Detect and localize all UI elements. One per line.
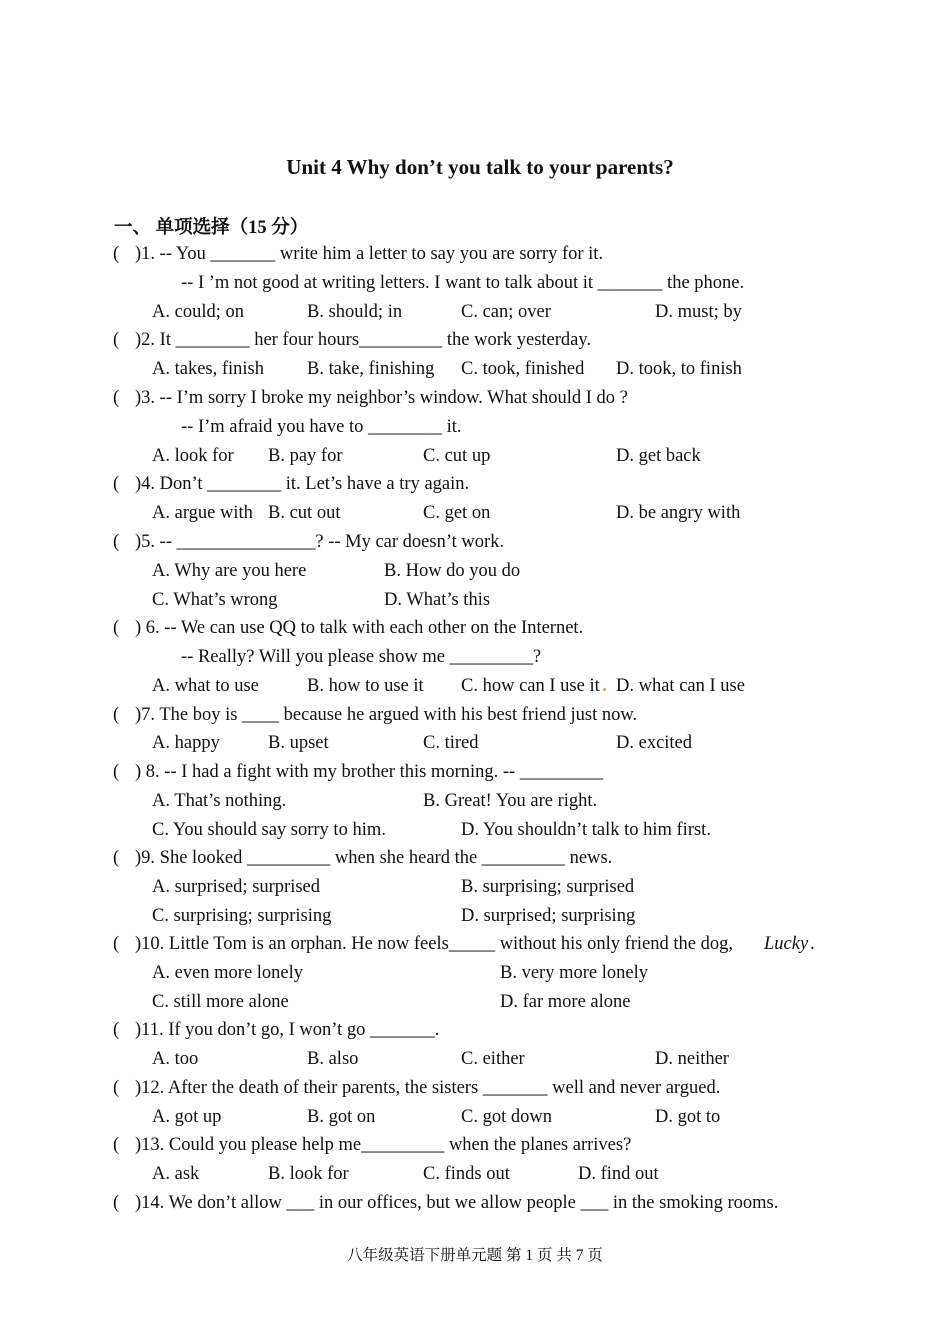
- line-text: C. tired: [423, 733, 479, 753]
- line-text: B. take, finishing: [307, 359, 435, 379]
- question-line: [0, 672, 950, 701]
- answer-bracket: (: [113, 388, 120, 408]
- line-text: .: [810, 934, 815, 954]
- line-text: B. got on: [307, 1107, 376, 1127]
- line-text: A. what to use: [152, 676, 259, 696]
- answer-bracket: (: [113, 934, 120, 954]
- document-title: Unit 4 Why don’t you talk to your parents?: [286, 155, 674, 179]
- line-text: D. far more alone: [500, 992, 631, 1012]
- answer-bracket: (: [113, 1078, 120, 1098]
- line-text: B. very more lonely: [500, 963, 648, 983]
- question-line: [0, 1045, 950, 1074]
- line-text: D. surprised; surprising: [461, 906, 636, 926]
- line-text: -- Really? Will you please show me _________?: [181, 647, 542, 667]
- question-line: [0, 930, 950, 959]
- question-line: [0, 1160, 950, 1189]
- line-text: A. takes, finish: [152, 359, 265, 379]
- question-line: [0, 557, 950, 586]
- line-text: B. also: [307, 1049, 359, 1069]
- line-text: )12. After the death of their parents, the sisters _______ well and never argued.: [135, 1078, 721, 1098]
- answer-bracket: (: [113, 705, 120, 725]
- question-line: [0, 643, 950, 672]
- question-line: [0, 701, 950, 730]
- line-text: C. get on: [423, 503, 491, 523]
- line-text: )7. The boy is ____ because he argued with his best friend just now.: [135, 705, 638, 725]
- line-text: D. find out: [578, 1164, 659, 1184]
- line-text: D. excited: [616, 733, 693, 753]
- line-text: D. neither: [655, 1049, 729, 1069]
- question-line: [0, 1189, 950, 1218]
- question-line: [0, 442, 950, 471]
- question-line: [0, 844, 950, 873]
- line-text: )10. Little Tom is an orphan. He now feels_____ without his only friend the dog,: [135, 934, 733, 954]
- answer-bracket: (: [113, 1135, 120, 1155]
- line-text: A. That’s nothing.: [152, 791, 287, 811]
- answer-bracket: (: [113, 1193, 120, 1213]
- question-line: [0, 269, 950, 298]
- stray-mark: [603, 688, 606, 691]
- line-text: -- I’m afraid you have to ________ it.: [181, 417, 462, 437]
- line-text: D. You shouldn’t talk to him first.: [461, 820, 711, 840]
- line-text: A. ask: [152, 1164, 200, 1184]
- question-line: [0, 586, 950, 615]
- answer-bracket: (: [113, 848, 120, 868]
- question-line: [0, 787, 950, 816]
- line-text: )2. It ________ her four hours_________ the work yesterday.: [135, 330, 592, 350]
- line-text: B. look for: [268, 1164, 349, 1184]
- line-text: C. how can I use it: [461, 676, 600, 696]
- line-text: A. happy: [152, 733, 220, 753]
- line-text: D. got to: [655, 1107, 721, 1127]
- answer-bracket: (: [113, 532, 120, 552]
- question-line: [0, 240, 950, 269]
- answer-bracket: (: [113, 1020, 120, 1040]
- line-text: C. finds out: [423, 1164, 510, 1184]
- question-line: [0, 413, 950, 442]
- line-text: A. too: [152, 1049, 199, 1069]
- line-text: B. upset: [268, 733, 329, 753]
- line-text: C. cut up: [423, 446, 491, 466]
- line-text: C. took, finished: [461, 359, 585, 379]
- line-text: B. should; in: [307, 302, 403, 322]
- question-line: [0, 355, 950, 384]
- line-text: B. how to use it: [307, 676, 424, 696]
- page-footer: 八年级英语下册单元题 第 1 页 共 7 页: [347, 1247, 603, 1264]
- line-text: )5. -- _______________? -- My car doesn’t work.: [135, 532, 505, 552]
- question-line: [0, 499, 950, 528]
- question-line: [0, 384, 950, 413]
- line-text: C. What’s wrong: [152, 590, 278, 610]
- line-text: A. even more lonely: [152, 963, 304, 983]
- line-text: C. either: [461, 1049, 525, 1069]
- question-line: [0, 528, 950, 557]
- question-line: [0, 988, 950, 1017]
- answer-bracket: (: [113, 474, 120, 494]
- line-text: B. surprising; surprised: [461, 877, 635, 897]
- line-text: )13. Could you please help me_________ when the planes arrives?: [135, 1135, 632, 1155]
- line-text: B. Great! You are right.: [423, 791, 598, 811]
- line-text: C. got down: [461, 1107, 552, 1127]
- question-line: [0, 902, 950, 931]
- line-text: )1. -- You _______ write him a letter to say you are sorry for it.: [135, 244, 604, 264]
- line-text: -- I ’m not good at writing letters. I want to talk about it _______ the phone.: [181, 273, 745, 293]
- line-text: B. pay for: [268, 446, 343, 466]
- line-text: A. Why are you here: [152, 561, 307, 581]
- line-text: A. got up: [152, 1107, 222, 1127]
- line-text: C. You should say sorry to him.: [152, 820, 386, 840]
- line-text: A. argue with: [152, 503, 253, 523]
- line-text: D. must; by: [655, 302, 742, 322]
- line-text: )9. She looked _________ when she heard the _________ news.: [135, 848, 613, 868]
- line-text: )14. We don’t allow ___ in our offices, but we allow people ___ in the smoking rooms.: [135, 1193, 779, 1213]
- section-heading: 一、 单项选择（15 分）: [114, 218, 309, 238]
- question-line: [0, 1131, 950, 1160]
- answer-bracket: (: [113, 244, 120, 264]
- line-text: C. can; over: [461, 302, 551, 322]
- line-text: B. How do you do: [384, 561, 521, 581]
- line-text: ) 8. -- I had a fight with my brother this morning. -- _________: [135, 762, 604, 782]
- line-text: )3. -- I’m sorry I broke my neighbor’s window. What should I do ?: [135, 388, 628, 408]
- question-line: [0, 298, 950, 327]
- line-text: ) 6. -- We can use QQ to talk with each other on the Internet.: [135, 618, 584, 638]
- line-text: A. surprised; surprised: [152, 877, 321, 897]
- line-text: C. surprising; surprising: [152, 906, 332, 926]
- line-text: D. be angry with: [616, 503, 741, 523]
- line-text: D. get back: [616, 446, 701, 466]
- answer-bracket: (: [113, 618, 120, 638]
- question-line: [0, 1103, 950, 1132]
- line-text: A. could; on: [152, 302, 244, 322]
- question-line: [0, 1016, 950, 1045]
- question-line: [0, 873, 950, 902]
- line-text: B. cut out: [268, 503, 341, 523]
- answer-bracket: (: [113, 762, 120, 782]
- question-line: [0, 470, 950, 499]
- line-text: C. still more alone: [152, 992, 289, 1012]
- line-text: D. what can I use: [616, 676, 745, 696]
- question-line: [0, 758, 950, 787]
- line-text: )4. Don’t ________ it. Let’s have a try again.: [135, 474, 470, 494]
- question-line: [0, 1074, 950, 1103]
- line-text: Lucky: [764, 934, 809, 954]
- line-text: D. What’s this: [384, 590, 491, 610]
- line-text: D. took, to finish: [616, 359, 742, 379]
- question-line: [0, 816, 950, 845]
- question-line: [0, 614, 950, 643]
- answer-bracket: (: [113, 330, 120, 350]
- question-line: [0, 959, 950, 988]
- line-text: A. look for: [152, 446, 234, 466]
- question-line: [0, 729, 950, 758]
- question-line: [0, 326, 950, 355]
- line-text: )11. If you don’t go, I won’t go _______.: [135, 1020, 440, 1040]
